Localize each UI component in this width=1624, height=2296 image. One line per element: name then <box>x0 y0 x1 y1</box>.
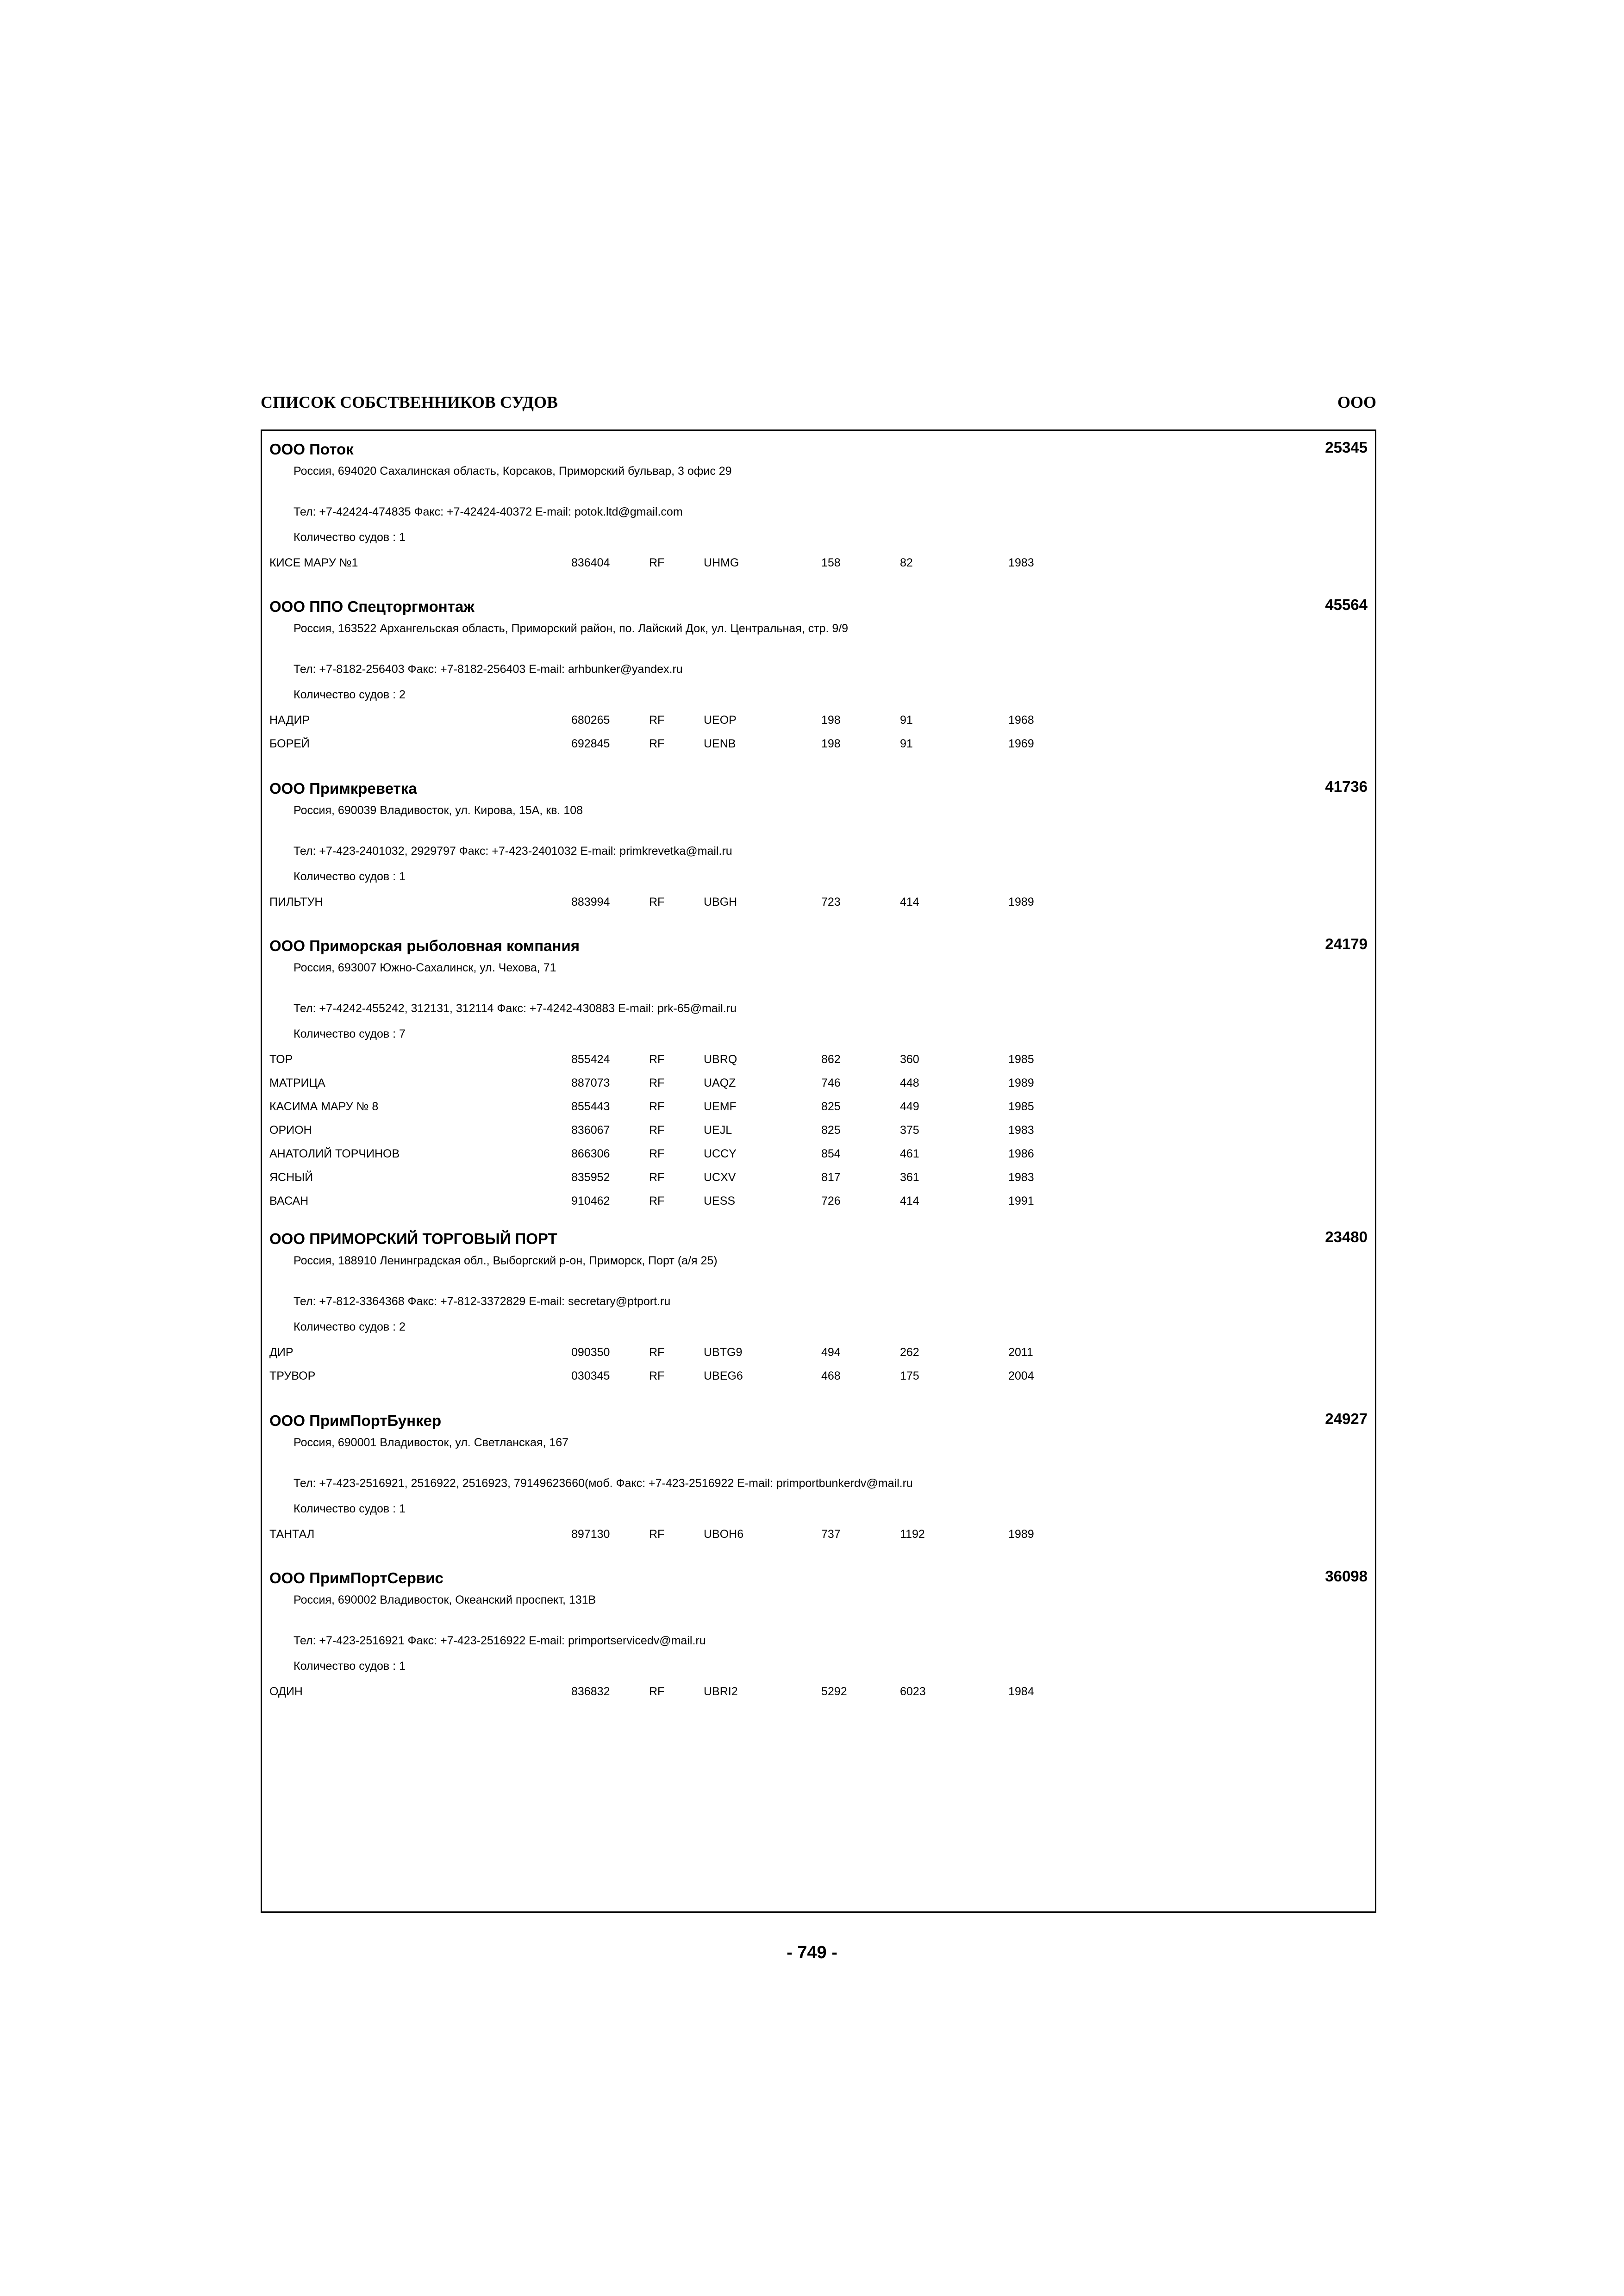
ship-count: Количество судов : 1 <box>294 1502 406 1515</box>
ship-gross-tonnage: 737 <box>821 1528 841 1541</box>
ship-callsign: UBTG9 <box>704 1346 743 1359</box>
ship-deadweight: 82 <box>900 556 913 569</box>
ship-build-year: 1989 <box>1008 1528 1034 1541</box>
company-contacts: Тел: +7-4242-455242, 312131, 312114 Факс: +7-4242-430883 E-mail: prk-65@mail.ru <box>294 1002 737 1015</box>
company-name: ООО ППО Спецторгмонтаж <box>269 598 475 615</box>
page-number: - 749 - <box>787 1943 837 1962</box>
ship-imo: 836404 <box>571 556 610 569</box>
ship-name: ДИР <box>269 1346 294 1359</box>
ship-flag: RF <box>649 1685 665 1698</box>
company-name: ООО ПримПортСервис <box>269 1569 443 1587</box>
ship-build-year: 1983 <box>1008 1124 1034 1137</box>
ship-imo: 030345 <box>571 1369 610 1382</box>
ship-flag: RF <box>649 556 665 569</box>
ship-deadweight: 375 <box>900 1124 919 1137</box>
ship-name: АНАТОЛИЙ ТОРЧИНОВ <box>269 1147 400 1160</box>
ship-build-year: 1991 <box>1008 1195 1034 1207</box>
company-address: Россия, 188910 Ленинградская обл., Выборгский р-он, Приморск, Порт (а/я 25) <box>294 1254 718 1267</box>
ship-deadweight: 461 <box>900 1147 919 1160</box>
ship-row <box>269 556 1195 570</box>
ship-build-year: 1985 <box>1008 1100 1034 1113</box>
ship-callsign: UBGH <box>704 896 737 908</box>
ship-callsign: UCCY <box>704 1147 737 1160</box>
ship-imo: 836832 <box>571 1685 610 1698</box>
ship-row <box>269 1123 1195 1137</box>
company-contacts: Тел: +7-423-2516921 Факс: +7-423-2516922 E-mail: primportservicedv@mail.ru <box>294 1634 706 1647</box>
ship-build-year: 1986 <box>1008 1147 1034 1160</box>
ship-gross-tonnage: 817 <box>821 1171 841 1184</box>
ship-build-year: 1968 <box>1008 714 1034 727</box>
ship-build-year: 1989 <box>1008 896 1034 908</box>
company-id: 25345 <box>1325 439 1368 456</box>
ship-row <box>269 1100 1195 1114</box>
ship-name: ОРИОН <box>269 1124 312 1137</box>
ship-flag: RF <box>649 1053 665 1066</box>
ship-deadweight: 1192 <box>900 1528 925 1541</box>
ship-gross-tonnage: 494 <box>821 1346 841 1359</box>
ship-row <box>269 1527 1195 1541</box>
ship-deadweight: 6023 <box>900 1685 926 1698</box>
ship-deadweight: 449 <box>900 1100 919 1113</box>
ship-name: НАДИР <box>269 714 310 727</box>
owners-list-frame <box>261 429 1376 1913</box>
ship-callsign: UEMF <box>704 1100 737 1113</box>
ship-flag: RF <box>649 714 665 727</box>
ship-build-year: 1969 <box>1008 737 1034 750</box>
company-contacts: Тел: +7-812-3364368 Факс: +7-812-3372829 E-mail: secretary@ptport.ru <box>294 1295 671 1308</box>
company-id: 41736 <box>1325 778 1368 795</box>
ship-count: Количество судов : 7 <box>294 1027 406 1040</box>
ship-callsign: UBEG6 <box>704 1369 743 1382</box>
company-address: Россия, 163522 Архангельская область, Приморский район, по. Лайский Док, ул. Центральная, стр. 9/9 <box>294 622 849 635</box>
ship-build-year: 1989 <box>1008 1076 1034 1089</box>
company-id: 45564 <box>1325 596 1368 613</box>
ship-gross-tonnage: 198 <box>821 737 841 750</box>
ship-count: Количество судов : 1 <box>294 1660 406 1673</box>
ship-imo: 835952 <box>571 1171 610 1184</box>
ship-imo: 855424 <box>571 1053 610 1066</box>
company-entry <box>269 779 1368 937</box>
ship-row <box>269 1194 1195 1208</box>
ship-count: Количество судов : 1 <box>294 870 406 883</box>
ship-deadweight: 414 <box>900 1195 919 1207</box>
ship-flag: RF <box>649 1528 665 1541</box>
ship-row <box>269 737 1195 751</box>
ship-gross-tonnage: 825 <box>821 1124 841 1137</box>
ship-flag: RF <box>649 896 665 908</box>
ship-row <box>269 895 1195 909</box>
company-name: ООО Примкреветка <box>269 780 417 797</box>
section-label: ООО <box>1337 393 1376 411</box>
ship-gross-tonnage: 825 <box>821 1100 841 1113</box>
ship-imo: 887073 <box>571 1076 610 1089</box>
ship-deadweight: 262 <box>900 1346 919 1359</box>
ship-name: МАТРИЦА <box>269 1076 325 1089</box>
ship-gross-tonnage: 746 <box>821 1076 841 1089</box>
ship-gross-tonnage: 198 <box>821 714 841 727</box>
ship-deadweight: 414 <box>900 896 919 908</box>
company-address: Россия, 690002 Владивосток, Океанский проспект, 131В <box>294 1593 596 1606</box>
ship-flag: RF <box>649 1124 665 1137</box>
company-name: ООО ПРИМОРСКИЙ ТОРГОВЫЙ ПОРТ <box>269 1230 557 1247</box>
ship-imo: 090350 <box>571 1346 610 1359</box>
ship-callsign: UHMG <box>704 556 739 569</box>
company-entry <box>269 1230 1368 1412</box>
company-entry <box>269 1569 1368 1726</box>
company-address: Россия, 694020 Сахалинская область, Корсаков, Приморский бульвар, 3 офис 29 <box>294 465 732 478</box>
ship-row <box>269 1170 1195 1184</box>
ship-flag: RF <box>649 1076 665 1089</box>
ship-callsign: UAQZ <box>704 1076 736 1089</box>
ship-gross-tonnage: 862 <box>821 1053 841 1066</box>
company-id: 36098 <box>1325 1568 1368 1585</box>
company-entry <box>269 597 1368 779</box>
ship-build-year: 1984 <box>1008 1685 1034 1698</box>
ship-deadweight: 91 <box>900 737 913 750</box>
ship-gross-tonnage: 158 <box>821 556 841 569</box>
ship-row <box>269 1345 1195 1359</box>
ship-row <box>269 1685 1195 1699</box>
ship-imo: 883994 <box>571 896 610 908</box>
ship-name: ТОР <box>269 1053 293 1066</box>
ship-flag: RF <box>649 1171 665 1184</box>
ship-build-year: 1983 <box>1008 1171 1034 1184</box>
ship-name: ЯСНЫЙ <box>269 1171 313 1184</box>
page-header <box>261 392 1376 420</box>
company-entry <box>269 440 1368 597</box>
ship-flag: RF <box>649 737 665 750</box>
ship-count: Количество судов : 1 <box>294 531 406 544</box>
ship-name: КАСИМА МАРУ № 8 <box>269 1100 379 1113</box>
ship-build-year: 2011 <box>1008 1346 1033 1359</box>
company-contacts: Тел: +7-423-2516921, 2516922, 2516923, 79149623660(моб. Факс: +7-423-2516922 E-mail: primportbunkerdv@mail.ru <box>294 1477 913 1490</box>
ship-flag: RF <box>649 1195 665 1207</box>
company-address: Россия, 690001 Владивосток, ул. Светланская, 167 <box>294 1436 569 1449</box>
ship-build-year: 1985 <box>1008 1053 1034 1066</box>
company-id: 24179 <box>1325 935 1368 952</box>
ship-deadweight: 360 <box>900 1053 919 1066</box>
ship-callsign: UEJL <box>704 1124 732 1137</box>
company-address: Россия, 693007 Южно-Сахалинск, ул. Чехова, 71 <box>294 961 556 974</box>
company-contacts: Тел: +7-42424-474835 Факс: +7-42424-40372 E-mail: potok.ltd@gmail.com <box>294 505 683 518</box>
ship-deadweight: 91 <box>900 714 913 727</box>
ship-imo: 866306 <box>571 1147 610 1160</box>
company-name: ООО Приморская рыболовная компания <box>269 937 580 954</box>
page-title: СПИСОК СОБСТВЕННИКОВ СУДОВ <box>261 393 558 411</box>
ship-build-year: 2004 <box>1008 1369 1034 1382</box>
ship-imo: 680265 <box>571 714 610 727</box>
ship-callsign: UESS <box>704 1195 736 1207</box>
ship-flag: RF <box>649 1346 665 1359</box>
ship-name: ТАНТАЛ <box>269 1528 315 1541</box>
company-entry <box>269 1412 1368 1569</box>
ship-row <box>269 1369 1195 1383</box>
ship-deadweight: 361 <box>900 1171 919 1184</box>
ship-row <box>269 1147 1195 1161</box>
ship-callsign: UBRI2 <box>704 1685 738 1698</box>
company-contacts: Тел: +7-423-2401032, 2929797 Факс: +7-423-2401032 E-mail: primkrevetka@mail.ru <box>294 845 732 858</box>
ship-imo: 692845 <box>571 737 610 750</box>
ship-row <box>269 713 1195 727</box>
ship-flag: RF <box>649 1147 665 1160</box>
company-contacts: Тел: +7-8182-256403 Факс: +7-8182-256403 E-mail: arhbunker@yandex.ru <box>294 663 683 676</box>
ship-callsign: UBRQ <box>704 1053 737 1066</box>
ship-row <box>269 1076 1195 1090</box>
ship-imo: 897130 <box>571 1528 610 1541</box>
ship-imo: 836067 <box>571 1124 610 1137</box>
company-id: 23480 <box>1325 1228 1368 1245</box>
ship-name: ПИЛЬТУН <box>269 896 323 908</box>
ship-build-year: 1983 <box>1008 556 1034 569</box>
ship-row <box>269 1052 1195 1066</box>
ship-name: ВАСАН <box>269 1195 309 1207</box>
ship-gross-tonnage: 726 <box>821 1195 841 1207</box>
ship-flag: RF <box>649 1100 665 1113</box>
ship-name: БОРЕЙ <box>269 737 310 750</box>
ship-callsign: UBOH6 <box>704 1528 744 1541</box>
company-name: ООО Поток <box>269 441 354 458</box>
ship-gross-tonnage: 854 <box>821 1147 841 1160</box>
company-entry <box>269 937 1368 1230</box>
ship-gross-tonnage: 468 <box>821 1369 841 1382</box>
ship-name: КИСЕ МАРУ №1 <box>269 556 358 569</box>
ship-count: Количество судов : 2 <box>294 688 406 701</box>
company-id: 24927 <box>1325 1410 1368 1427</box>
ship-deadweight: 448 <box>900 1076 919 1089</box>
ship-callsign: UCXV <box>704 1171 736 1184</box>
ship-flag: RF <box>649 1369 665 1382</box>
ship-gross-tonnage: 723 <box>821 896 841 908</box>
ship-deadweight: 175 <box>900 1369 919 1382</box>
ship-count: Количество судов : 2 <box>294 1320 406 1333</box>
ship-name: ОДИН <box>269 1685 303 1698</box>
company-address: Россия, 690039 Владивосток, ул. Кирова, 15А, кв. 108 <box>294 804 583 817</box>
company-name: ООО ПримПортБункер <box>269 1412 442 1429</box>
ship-imo: 910462 <box>571 1195 610 1207</box>
ship-callsign: UENB <box>704 737 736 750</box>
ship-imo: 855443 <box>571 1100 610 1113</box>
ship-gross-tonnage: 5292 <box>821 1685 847 1698</box>
ship-name: ТРУВОР <box>269 1369 316 1382</box>
ship-callsign: UEOP <box>704 714 737 727</box>
